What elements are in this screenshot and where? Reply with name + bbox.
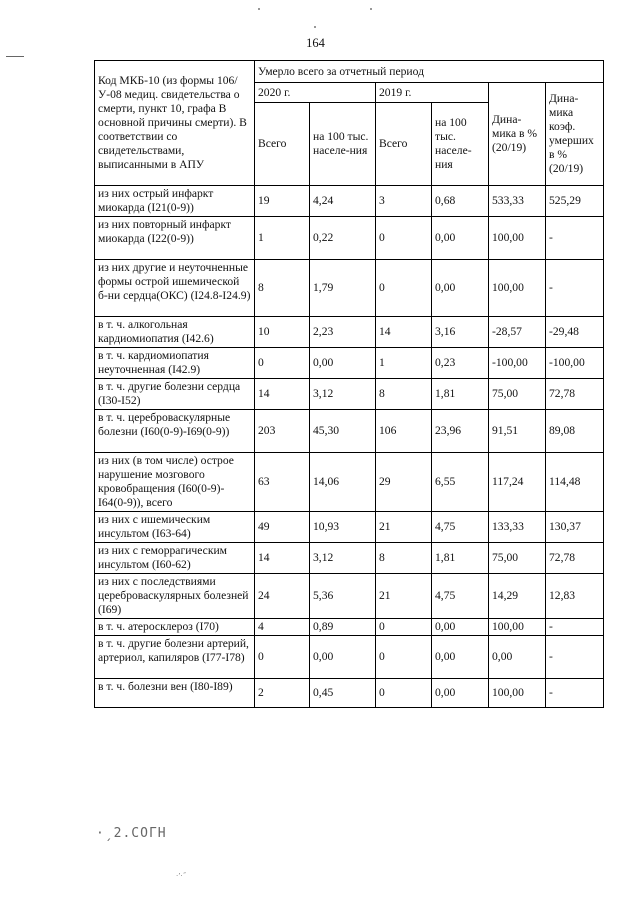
edge-mark: [6, 56, 24, 57]
cell-dyn-coef: -: [546, 260, 604, 317]
row-label: в т. ч. алкогольная кардиомиопатия (I42.6): [95, 317, 255, 348]
cell-r2019: 0,00: [432, 679, 489, 708]
table-row: [95, 217, 604, 260]
cell-r2020: 0,00: [310, 348, 376, 379]
cell-r2020: 2,23: [310, 317, 376, 348]
table-row: [95, 410, 604, 453]
cell-dyn-coef: -: [546, 636, 604, 679]
cell-t2020: 0: [255, 636, 310, 679]
cell-t2019: 106: [376, 410, 432, 453]
cell-t2019: 0: [376, 260, 432, 317]
row-label: в т. ч. другие болезни артерий, артериол, капиляров (I77-I78): [95, 636, 255, 679]
table-row: [95, 186, 604, 217]
cell-r2019: 6,55: [432, 453, 489, 512]
table-row: [95, 574, 604, 619]
header-died-total: Умерло всего за отчетный период: [255, 61, 604, 83]
cell-t2020: 63: [255, 453, 310, 512]
table-row: [95, 317, 604, 348]
cell-r2020: 1,79: [310, 260, 376, 317]
cell-dyn: 133,33: [489, 512, 546, 543]
row-label: из них (в том числе) острое нарушение мозгового кровобращения (I60(0-9)-I64(0-9)), всего: [95, 453, 255, 512]
cell-dyn: 14,29: [489, 574, 546, 619]
row-label: из них с последствиями цереброваскулярных болезней (I69): [95, 574, 255, 619]
table-row: [95, 679, 604, 708]
footer-small-mark: ·’·˝: [176, 872, 187, 880]
cell-dyn: 75,00: [489, 379, 546, 410]
cell-r2020: 0,89: [310, 619, 376, 636]
cell-r2020: 4,24: [310, 186, 376, 217]
header-year-2020: 2020 г.: [255, 83, 376, 103]
cell-r2020: 0,00: [310, 636, 376, 679]
cell-r2020: 0,45: [310, 679, 376, 708]
row-label: из них с ишемическим инсультом (I63-64): [95, 512, 255, 543]
table-row: [95, 453, 604, 512]
row-label: из них повторный инфаркт миокарда (I22(0-9)): [95, 217, 255, 260]
cell-dyn-coef: -29,48: [546, 317, 604, 348]
cell-r2019: 0,00: [432, 260, 489, 317]
header-total-2020: Всего: [255, 103, 310, 186]
cell-dyn-coef: 72,78: [546, 379, 604, 410]
table-row: [95, 619, 604, 636]
cell-t2019: 8: [376, 543, 432, 574]
cell-t2020: 0: [255, 348, 310, 379]
cell-t2019: 1: [376, 348, 432, 379]
cell-r2020: 3,12: [310, 543, 376, 574]
cell-dyn: 100,00: [489, 260, 546, 317]
cell-dyn-coef: -: [546, 679, 604, 708]
table-row: [95, 379, 604, 410]
cell-dyn: 100,00: [489, 217, 546, 260]
cell-t2020: 8: [255, 260, 310, 317]
header-dynamics-coef: Дина-мика коэф. умерших в % (20/19): [546, 83, 604, 186]
cell-r2020: 0,22: [310, 217, 376, 260]
cell-dyn: 100,00: [489, 679, 546, 708]
row-label: в т. ч. цереброваскулярные болезни (I60(0-9)-I69(0-9)): [95, 410, 255, 453]
cell-dyn: 117,24: [489, 453, 546, 512]
cell-r2020: 3,12: [310, 379, 376, 410]
cell-dyn: 0,00: [489, 636, 546, 679]
footer-handwriting: ·ˏ2.СОГН: [96, 826, 167, 841]
cell-t2019: 21: [376, 512, 432, 543]
row-label: в т. ч. атеросклероз (I70): [95, 619, 255, 636]
cell-dyn-coef: 130,37: [546, 512, 604, 543]
cell-dyn-coef: -100,00: [546, 348, 604, 379]
cell-dyn-coef: 89,08: [546, 410, 604, 453]
cell-t2020: 24: [255, 574, 310, 619]
cell-t2019: 8: [376, 379, 432, 410]
cell-dyn: -28,57: [489, 317, 546, 348]
cell-t2020: 10: [255, 317, 310, 348]
cell-t2020: 19: [255, 186, 310, 217]
row-label: из них острый инфаркт миокарда (I21(0-9)): [95, 186, 255, 217]
cell-t2020: 4: [255, 619, 310, 636]
table-row: [95, 543, 604, 574]
cell-t2020: 14: [255, 543, 310, 574]
cell-dyn: 533,33: [489, 186, 546, 217]
header-year-2019: 2019 г.: [376, 83, 489, 103]
cell-t2020: 2: [255, 679, 310, 708]
cell-dyn-coef: 114,48: [546, 453, 604, 512]
cell-r2020: 14,06: [310, 453, 376, 512]
cell-dyn-coef: 12,83: [546, 574, 604, 619]
cell-t2019: 3: [376, 186, 432, 217]
cell-t2019: 0: [376, 636, 432, 679]
row-label: из них другие и неуточненные формы острой ишемической б-ни сердца(ОКС) (I24.8-I24.9): [95, 260, 255, 317]
cell-dyn-coef: -: [546, 619, 604, 636]
table-row: [95, 348, 604, 379]
cell-dyn: 91,51: [489, 410, 546, 453]
cell-t2019: 0: [376, 217, 432, 260]
cell-dyn: -100,00: [489, 348, 546, 379]
cell-t2020: 1: [255, 217, 310, 260]
header-per100k-2020: на 100 тыс. населе-ния: [310, 103, 376, 186]
table-row: [95, 512, 604, 543]
scan-dot: [314, 26, 316, 28]
table-row: [95, 260, 604, 317]
cell-r2019: 4,75: [432, 512, 489, 543]
row-label: в т. ч. болезни вен (I80-I89): [95, 679, 255, 708]
row-label: из них с геморрагическим инсультом (I60-62): [95, 543, 255, 574]
cell-r2019: 3,16: [432, 317, 489, 348]
scan-dot: [370, 8, 372, 10]
cell-r2020: 5,36: [310, 574, 376, 619]
cell-t2019: 0: [376, 679, 432, 708]
header-dynamics: Дина-мика в % (20/19): [489, 83, 546, 186]
cell-r2019: 0,00: [432, 217, 489, 260]
cell-t2019: 21: [376, 574, 432, 619]
cell-r2019: 1,81: [432, 543, 489, 574]
cell-r2019: 0,00: [432, 636, 489, 679]
cell-t2020: 49: [255, 512, 310, 543]
cell-t2020: 203: [255, 410, 310, 453]
cell-r2019: 1,81: [432, 379, 489, 410]
cell-r2020: 45,30: [310, 410, 376, 453]
cell-r2019: 4,75: [432, 574, 489, 619]
scan-dot: [258, 8, 260, 10]
row-label: в т. ч. кардиомиопатия неуточненная (I42.9): [95, 348, 255, 379]
header-code-col: Код МКБ-10 (из формы 106/У-08 медиц. свидетельства о смерти, пункт 10, графа В основной причины смерти). В соответствии со свидетельствами, выписанными в АПУ: [95, 61, 255, 186]
cell-r2019: 23,96: [432, 410, 489, 453]
cell-r2019: 0,68: [432, 186, 489, 217]
cell-dyn: 75,00: [489, 543, 546, 574]
cell-dyn-coef: 72,78: [546, 543, 604, 574]
cell-dyn: 100,00: [489, 619, 546, 636]
mortality-table: [94, 60, 604, 708]
cell-dyn-coef: 525,29: [546, 186, 604, 217]
cell-t2019: 0: [376, 619, 432, 636]
header-per100k-2019: на 100 тыс. населе-ния: [432, 103, 489, 186]
header-total-2019: Всего: [376, 103, 432, 186]
page-number: 164: [306, 36, 325, 50]
table-row: [95, 636, 604, 679]
cell-r2019: 0,23: [432, 348, 489, 379]
cell-t2020: 14: [255, 379, 310, 410]
cell-r2020: 10,93: [310, 512, 376, 543]
cell-t2019: 14: [376, 317, 432, 348]
row-label: в т. ч. другие болезни сердца (I30-I52): [95, 379, 255, 410]
cell-dyn-coef: -: [546, 217, 604, 260]
cell-t2019: 29: [376, 453, 432, 512]
cell-r2019: 0,00: [432, 619, 489, 636]
